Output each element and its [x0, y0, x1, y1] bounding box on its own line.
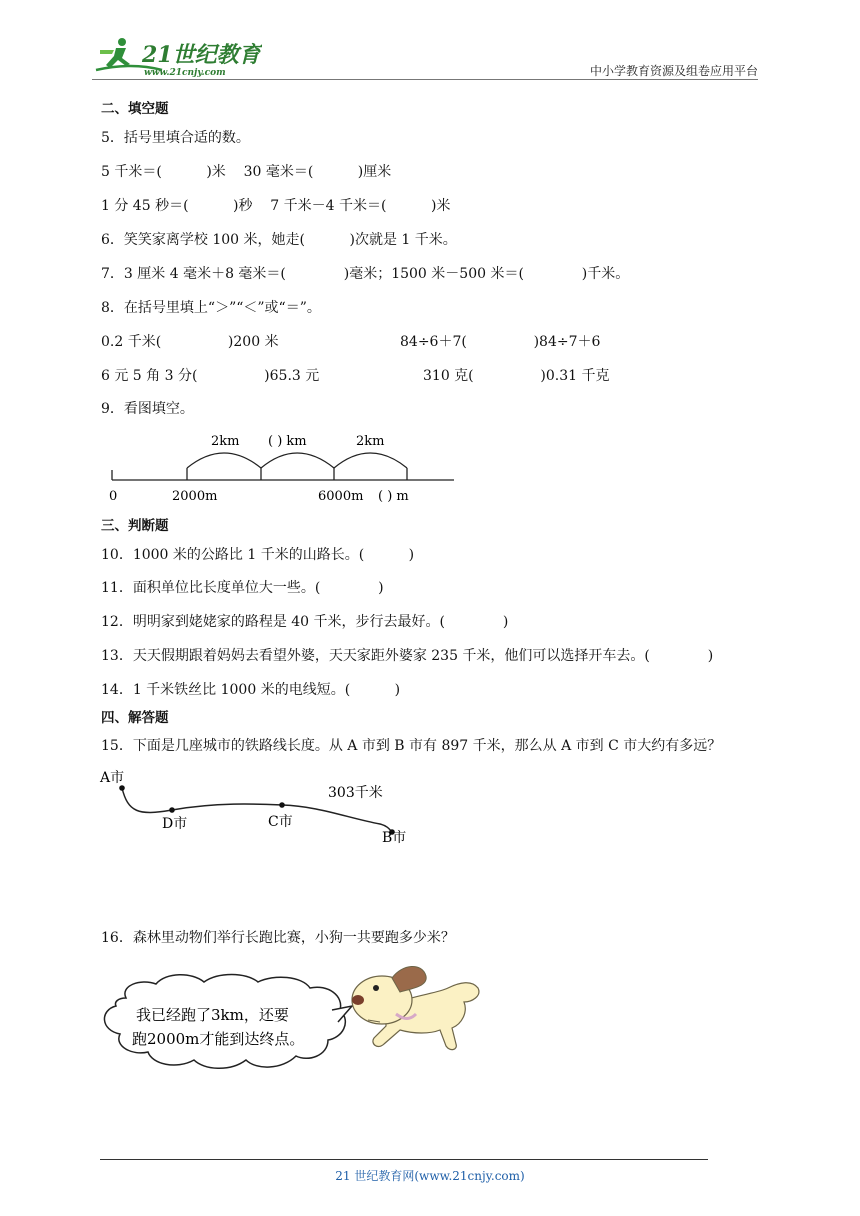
distance-label: 303千米 — [328, 785, 383, 801]
bubble-text-line-2: 跑2000m才能到达终点。 — [132, 1030, 305, 1048]
question-12: 12．明明家到姥姥家的路程是 40 千米，步行去最好。( ) — [101, 614, 509, 630]
question-5-row-2: 1 分 45 秒＝( )秒 7 千米－4 千米＝( )米 — [101, 198, 451, 214]
question-14: 14．1 千米铁丝比 1000 米的电线短。( ) — [101, 682, 401, 698]
header-divider — [92, 79, 758, 80]
tick-label-0: 0 — [109, 489, 118, 504]
question-16: 16．森林里动物们举行长跑比赛，小狗一共要跑多少米？ — [101, 930, 455, 946]
city-c-dot — [279, 802, 285, 808]
question-13: 13．天天假期跟着妈妈去看望外婆，天天家距外婆家 235 千米，他们可以选择开车去。( ) — [101, 648, 714, 664]
logo-text: 21世纪教育 — [142, 42, 261, 68]
question-5: 5．括号里填合适的数。 — [101, 130, 250, 146]
question-6: 6．笑笑家离学校 100 米，她走( )次就是 1 千米。 — [101, 232, 457, 248]
question-10: 10．1000 米的公路比 1 千米的山路长。( ) — [101, 547, 415, 563]
footer-text: 21 世纪教育网(www.21cnjy.com) — [335, 1169, 525, 1183]
arc-label-right: 2km — [356, 434, 385, 449]
question-7: 7．3 厘米 4 毫米＋8 毫米＝( )毫米；1500 米－500 米＝( )千米。 — [101, 266, 630, 282]
platform-name: 中小学教育资源及组卷应用平台 — [589, 64, 758, 78]
question-11: 11．面积单位比长度单位大一些。( ) — [101, 580, 384, 596]
section-title-judge: 三、判断题 — [101, 518, 169, 534]
speech-bubble — [104, 975, 352, 1069]
number-line-figure — [100, 428, 470, 510]
footer-divider — [100, 1159, 708, 1160]
page-header — [92, 28, 758, 80]
city-a-label: A市 — [100, 770, 125, 786]
bubble-text-line-1: 我已经跑了3km，还要 — [136, 1006, 289, 1024]
arc-label-middle: ( ) km — [268, 434, 307, 449]
question-8: 8．在括号里填上“＞”“＜”或“＝”。 — [101, 300, 321, 316]
logo-url: www.21cnjy.com — [144, 68, 226, 78]
question-8-item-1: 0.2 千米( )200 米 — [101, 334, 279, 350]
dog-icon — [352, 966, 479, 1049]
question-5-row-1: 5 千米＝( )米 30 毫米＝( )厘米 — [101, 164, 392, 180]
tick-label-blank: ( ) m — [378, 489, 409, 504]
city-a-dot — [119, 785, 125, 791]
city-d-label: D市 — [162, 816, 188, 832]
running-dog-figure — [96, 958, 486, 1082]
question-15: 15．下面是几座城市的铁路线长度。从 A 市到 B 市有 897 千米，那么从 A 市到 C 市大约有多远？ — [101, 738, 722, 754]
tick-label-6000: 6000m — [318, 489, 364, 504]
question-8-item-3: 6 元 5 角 3 分( )65.3 元 — [101, 368, 320, 384]
site-logo — [92, 36, 262, 78]
arc-label-left: 2km — [211, 434, 240, 449]
section-title-solve: 四、解答题 — [101, 710, 169, 726]
question-9: 9．看图填空。 — [101, 401, 194, 417]
city-d-dot — [169, 807, 175, 813]
tick-label-2000: 2000m — [172, 489, 218, 504]
section-title-fill: 二、填空题 — [101, 101, 169, 117]
question-8-item-4: 310 克( )0.31 千克 — [423, 368, 610, 384]
city-c-label: C市 — [268, 814, 293, 830]
city-b-label: B市 — [382, 830, 407, 846]
question-8-item-2: 84÷6＋7( )84÷7＋6 — [400, 334, 601, 350]
railway-map-figure — [98, 764, 418, 850]
